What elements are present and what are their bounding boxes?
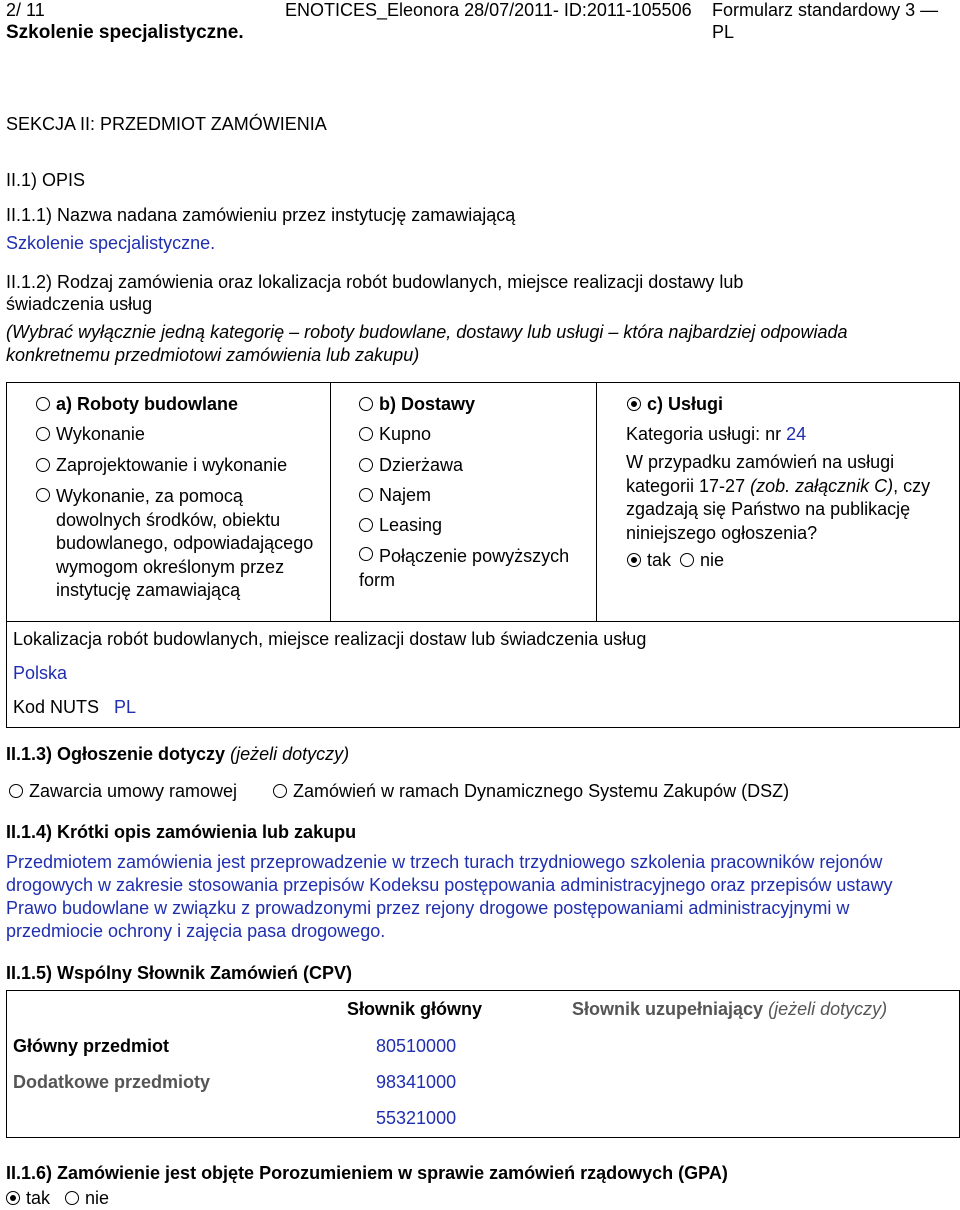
gpa-no-option[interactable] xyxy=(65,1188,109,1208)
cpv-main-row-label: Główny przedmiot xyxy=(13,1036,170,1056)
supplies-rental-label: Najem xyxy=(379,485,432,505)
publication-choice xyxy=(627,550,724,572)
radio-icon[interactable] xyxy=(9,784,23,798)
location-label: Lokalizacja robót budowlanych, miejsce realizacji dostaw lub świadczenia usług xyxy=(13,629,647,649)
supplies-combination-label: Połączenie powyższych form xyxy=(359,546,570,590)
supplies-title: b) Dostawy xyxy=(379,394,476,414)
cpv-add-code: 98341000 xyxy=(376,1072,457,1092)
header-subtitle: Szkolenie specjalistyczne. xyxy=(6,22,244,43)
radio-icon[interactable] xyxy=(359,397,373,411)
service-category-value: 24 xyxy=(786,424,807,444)
supplies-option[interactable] xyxy=(359,394,475,416)
supplies-rental-option[interactable] xyxy=(359,485,431,507)
s2-1-3-title-row xyxy=(6,744,349,766)
s2-1-5-title: II.1.5) Wspólny Słownik Zamówień (CPV) xyxy=(6,963,353,983)
description-line-2: drogowych w zakresie stosowania przepisów Kodeksu postępowania administracyjnego oraz przepisów ustawy xyxy=(6,875,893,895)
publication-yes-label: tak xyxy=(647,550,672,570)
publication-no-label: nie xyxy=(700,550,725,570)
radio-icon[interactable] xyxy=(65,1191,79,1205)
contract-name-value: Szkolenie specjalistyczne. xyxy=(6,233,216,253)
s2-1-2-title-line2: świadczenia usług xyxy=(6,294,153,314)
cpv-supp-header-label: Słownik uzupełniający xyxy=(572,999,764,1019)
radio-icon[interactable] xyxy=(36,397,50,411)
radio-icon[interactable] xyxy=(36,427,50,441)
s2-1-3-note: (jeżeli dotyczy) xyxy=(230,744,350,764)
cpv-add-row-label: Dodatkowe przedmioty xyxy=(13,1072,211,1092)
radio-icon[interactable] xyxy=(273,784,287,798)
cpv-main-header: Słownik główny xyxy=(347,999,483,1019)
radio-icon[interactable] xyxy=(359,488,373,502)
description-line-4: przedmiocie ochrony i zajęcia pasa drogowego. xyxy=(6,921,386,941)
s2-1-1-title: II.1.1) Nazwa nadana zamówieniu przez instytucję zamawiającą xyxy=(6,205,516,225)
radio-checked-icon[interactable] xyxy=(627,397,641,411)
service-category-label: Kategoria usługi: nr xyxy=(626,424,782,444)
radio-icon[interactable] xyxy=(359,518,373,532)
works-design-execution-label: Zaprojektowanie i wykonanie xyxy=(56,455,288,475)
supplies-lease-option[interactable] xyxy=(359,455,463,477)
services-option[interactable] xyxy=(627,394,723,416)
cpv-supp-header-note: (jeżeli dotyczy) xyxy=(768,999,888,1019)
s2-1-6-title: II.1.6) Zamówienie jest objęte Porozumieniem w sprawie zamówień rządowych (GPA) xyxy=(6,1163,728,1183)
cpv-add-code: 55321000 xyxy=(376,1108,457,1128)
publication-yes-option[interactable] xyxy=(627,550,671,570)
radio-icon[interactable] xyxy=(359,458,373,472)
framework-agreement-label: Zawarcia umowy ramowej xyxy=(29,781,238,801)
publication-no-option[interactable] xyxy=(680,550,724,570)
supplies-leasing-option[interactable] xyxy=(359,515,442,537)
works-execution-label: Wykonanie xyxy=(56,424,145,444)
works-title: a) Roboty budowlane xyxy=(56,394,238,414)
radio-icon[interactable] xyxy=(680,553,694,567)
dps-option[interactable] xyxy=(273,781,789,803)
column-divider-1 xyxy=(330,382,331,622)
supplies-leasing-label: Leasing xyxy=(379,515,443,535)
s2-1-2-note-line1: (Wybrać wyłącznie jedną kategorię – roboty budowlane, dostawy lub usługi – która najbardziej odpowiada xyxy=(6,322,848,342)
page-number: 2/ 11 xyxy=(6,0,45,20)
section-title: SEKCJA II: PRZEDMIOT ZAMÓWIENIA xyxy=(6,114,327,134)
dps-label: Zamówień w ramach Dynamicznego Systemu Zakupów (DSZ) xyxy=(293,781,790,801)
radio-icon[interactable] xyxy=(359,547,373,561)
cpv-supp-header xyxy=(572,999,887,1021)
supplies-purchase-option[interactable] xyxy=(359,424,431,446)
radio-checked-icon[interactable] xyxy=(6,1191,20,1205)
service-category xyxy=(626,424,806,446)
services-title: c) Usługi xyxy=(647,394,724,414)
supplies-purchase-label: Kupno xyxy=(379,424,432,444)
works-design-execution-option[interactable] xyxy=(36,455,287,477)
gpa-yes-label: tak xyxy=(26,1188,51,1208)
s2-1-2-note-line2: konkretnemu przedmiotowi zamówienia lub zakupu) xyxy=(6,345,420,365)
question-part1: W przypadku zamówień na usługi kategorii 17-27 xyxy=(626,452,895,496)
nuts-label: Kod NUTS xyxy=(13,697,100,717)
gpa-no-label: nie xyxy=(85,1188,110,1208)
nuts-value: PL xyxy=(114,697,137,717)
supplies-combination-option[interactable] xyxy=(359,544,591,592)
form-name: Formularz standardowy 3 — PL xyxy=(712,0,939,42)
description-line-1: Przedmiotem zamówienia jest przeprowadzenie w trzech turach trzydniowego szkolenia pracowników rejonów xyxy=(6,852,883,872)
supplies-lease-label: Dzierżawa xyxy=(379,455,464,475)
s2-1-4-title: II.1.4) Krótki opis zamówienia lub zakupu xyxy=(6,822,357,842)
works-execution-option[interactable] xyxy=(36,424,145,446)
works-realisation-option[interactable] xyxy=(36,485,316,603)
works-option[interactable] xyxy=(36,394,238,416)
works-realisation-label: Wykonanie, za pomocą dowolnych środków, obiektu budowlanego, odpowiadającego wymogom określonym przez instytucję zamawiającą xyxy=(56,486,314,600)
radio-icon[interactable] xyxy=(359,427,373,441)
radio-checked-icon[interactable] xyxy=(627,553,641,567)
row-divider xyxy=(6,621,960,622)
framework-agreement-option[interactable] xyxy=(9,781,237,803)
column-divider-2 xyxy=(596,382,597,622)
document-id: ENOTICES_Eleonora 28/07/2011- ID:2011-105506 xyxy=(285,0,692,20)
nuts-code xyxy=(13,697,136,719)
question-part2: (zob. załącznik C) xyxy=(750,475,894,496)
radio-icon[interactable] xyxy=(36,458,50,472)
question-part3: , czy zgadzają się Państwo na publikację niniejszego ogłoszenia? xyxy=(626,475,931,543)
gpa-choice xyxy=(6,1188,109,1210)
service-publication-question xyxy=(626,451,948,545)
radio-icon[interactable] xyxy=(36,488,50,502)
description-line-3: Prawo budowlane w związku z prowadzonymi przez rejony drogowe postępowaniami administracyjnymi w xyxy=(6,898,850,918)
s2-1-title: II.1) OPIS xyxy=(6,170,86,190)
cpv-main-code: 80510000 xyxy=(376,1036,457,1056)
s2-1-3-title: II.1.3) Ogłoszenie dotyczy xyxy=(6,744,226,764)
gpa-yes-option[interactable] xyxy=(6,1188,50,1208)
s2-1-2-title-line1: II.1.2) Rodzaj zamówienia oraz lokalizacja robót budowlanych, miejsce realizacji dostawy lub xyxy=(6,272,744,292)
location-value: Polska xyxy=(13,663,68,683)
